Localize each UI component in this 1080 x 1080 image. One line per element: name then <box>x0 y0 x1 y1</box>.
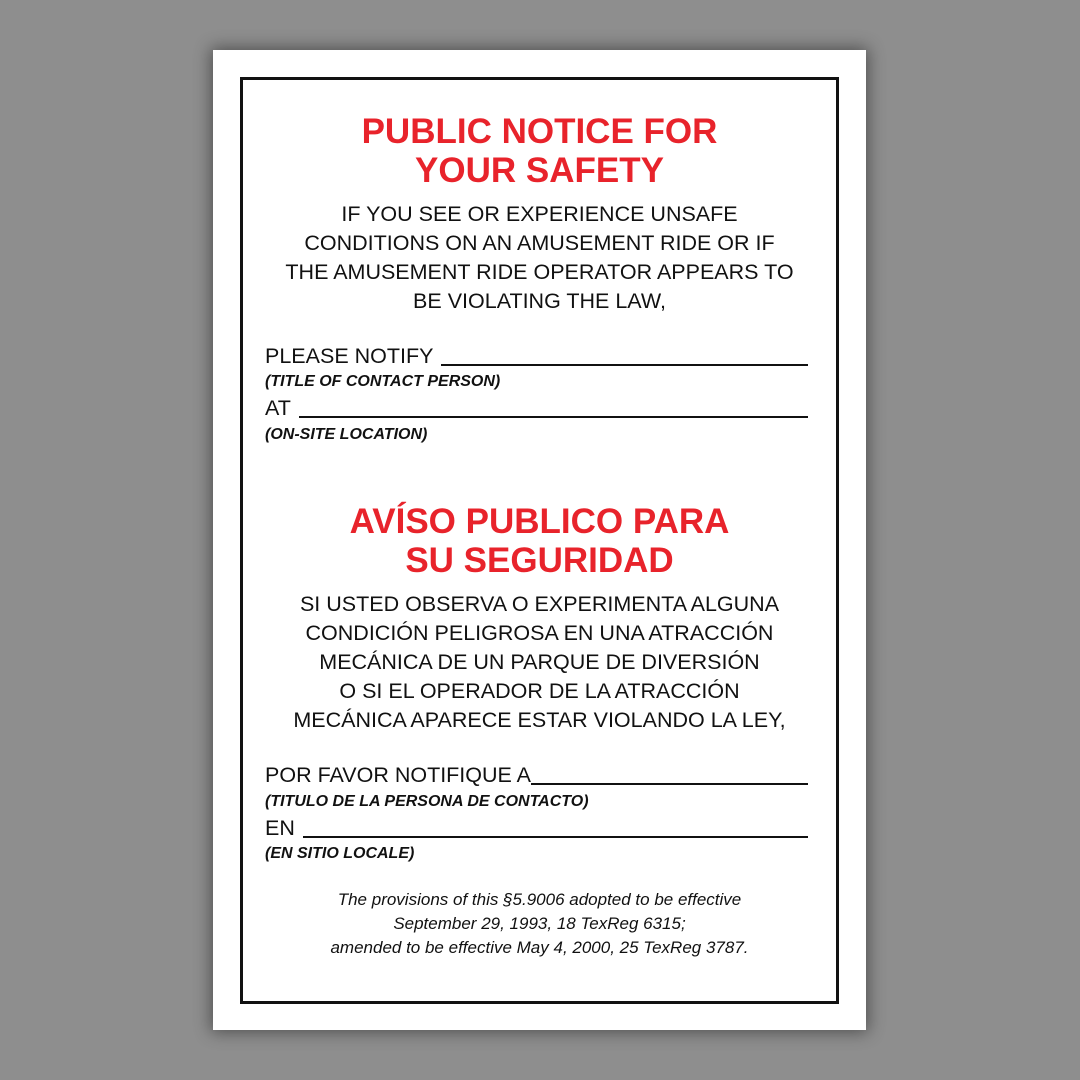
english-body-line: BE VIOLATING THE LAW, <box>413 289 666 313</box>
spanish-notify-caption: (TITULO DE LA PERSONA DE CONTACTO) <box>265 793 589 810</box>
regulation-footer <box>253 888 826 960</box>
spanish-body-line: SI USTED OBSERVA O EXPERIMENTA ALGUNA <box>299 592 780 616</box>
english-notify-label: PLEASE NOTIFY <box>265 344 434 368</box>
spanish-title <box>243 502 836 580</box>
english-at-field <box>265 394 808 423</box>
spanish-title-line-1: AVÍSO PUBLICO PARA <box>349 502 730 541</box>
spanish-notify-blank <box>531 783 808 785</box>
footer-line: September 29, 1993, 18 TexReg 6315; <box>393 914 686 933</box>
footer-line: The provisions of this §5.9006 adopted to be effective <box>337 890 742 909</box>
english-body-line: CONDITIONS ON AN AMUSEMENT RIDE OR IF <box>304 231 775 255</box>
notice-sheet <box>213 50 866 1030</box>
english-notify-field <box>265 342 808 371</box>
spanish-at-field <box>265 814 808 843</box>
spanish-body-line: MECÁNICA APARECE ESTAR VIOLANDO LA LEY, <box>293 708 786 732</box>
spanish-title-line-2: SU SEGURIDAD <box>405 541 674 580</box>
english-at-caption: (ON-SITE LOCATION) <box>265 426 428 443</box>
english-body <box>253 200 826 316</box>
english-title-line-1: PUBLIC NOTICE FOR <box>361 112 718 151</box>
spanish-at-label: EN <box>265 816 295 840</box>
notice-border <box>240 77 839 1004</box>
english-body-line: IF YOU SEE OR EXPERIENCE UNSAFE <box>341 202 738 226</box>
spanish-notify-label: POR FAVOR NOTIFIQUE A <box>265 763 531 787</box>
english-at-label: AT <box>265 396 291 420</box>
spanish-body-line: CONDICIÓN PELIGROSA EN UNA ATRACCIÓN <box>305 621 774 645</box>
spanish-notify-field <box>265 761 808 790</box>
english-at-blank <box>299 416 808 418</box>
english-body-line: THE AMUSEMENT RIDE OPERATOR APPEARS TO <box>285 260 794 284</box>
english-notify-caption: (TITLE OF CONTACT PERSON) <box>265 373 501 390</box>
spanish-at-blank <box>303 836 808 838</box>
spanish-at-caption: (EN SITIO LOCALE) <box>265 845 415 862</box>
spanish-body <box>253 590 826 735</box>
footer-line: amended to be effective May 4, 2000, 25 TexReg 3787. <box>330 938 749 957</box>
notice-content <box>243 80 836 1001</box>
spanish-body-line: O SI EL OPERADOR DE LA ATRACCIÓN <box>339 679 740 703</box>
english-title-line-2: YOUR SAFETY <box>415 151 664 190</box>
english-title <box>243 112 836 190</box>
spanish-body-line: MECÁNICA DE UN PARQUE DE DIVERSIÓN <box>319 650 760 674</box>
english-notify-blank <box>441 364 808 366</box>
